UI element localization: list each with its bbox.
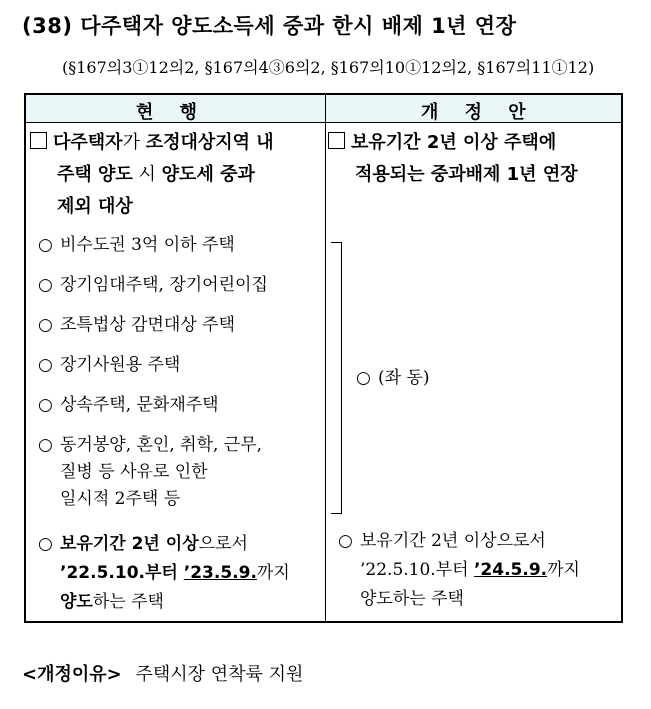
list-item: ○ 상속주택, 문화재주택: [38, 392, 219, 419]
table-header: [26, 95, 621, 123]
reason-line: [22, 660, 303, 686]
bullet-icon: ○: [338, 531, 353, 551]
bullet-icon: ○: [38, 395, 53, 415]
column-divider: [325, 95, 326, 621]
reason-text: 주택시장 연착륙 지원: [135, 664, 304, 685]
bullet-icon: ○: [38, 315, 53, 335]
header-revised: 개 정 안: [421, 102, 536, 123]
checkbox-icon: [30, 132, 47, 149]
section-title: (38) 다주택자 양도소득세 중과 한시 배제 1년 연장: [22, 14, 517, 38]
bullet-icon: ○: [356, 368, 371, 388]
comparison-table: [24, 93, 623, 623]
header-current: 현 행: [136, 102, 208, 123]
section-subtitle: (§167의3①12의2, §167의4③6의2, §167의10①12의2, §167의11①12): [62, 58, 595, 77]
bullet-icon: ○: [38, 435, 53, 455]
revised-heading: 보유기간 2년 이상 주택에 적용되는 중과배제 1년 연장: [328, 127, 622, 191]
list-item: ○ 조특법상 감면대상 주택: [38, 312, 235, 339]
bullet-icon: ○: [38, 235, 53, 255]
list-item: ○ 비수도권 3억 이하 주택: [38, 232, 235, 259]
revised-holding-period: ○ 보유기간 2년 이상으로서 ’22.5.10.부터 ’24.5.9.까지 양도하는 주택: [338, 527, 580, 614]
bullet-icon: ○: [38, 534, 53, 554]
checkbox-icon: [328, 132, 345, 149]
list-item: ○ 장기사원용 주택: [38, 352, 180, 379]
bracket-line: [331, 242, 342, 514]
list-item-holding-period: ○ 보유기간 2년 이상으로서 ’22.5.10.부터 ’23.5.9.까지 양도하는 주택: [38, 530, 290, 617]
current-heading: 다주택자가 조정대상지역 내 주택 양도 시 양도세 중과 제외 대상: [30, 127, 322, 223]
bullet-icon: ○: [38, 355, 53, 375]
list-item: ○ 장기임대주택, 장기어린이집: [38, 272, 268, 299]
list-item: ○ 동거봉양, 혼인, 취학, 근무, 질병 등 사유로 인한 일시적 2주택 등: [38, 432, 262, 513]
bullet-icon: ○: [38, 275, 53, 295]
same-as-left: ○ (좌 동): [356, 365, 430, 392]
reason-label: <개정이유>: [22, 664, 122, 685]
